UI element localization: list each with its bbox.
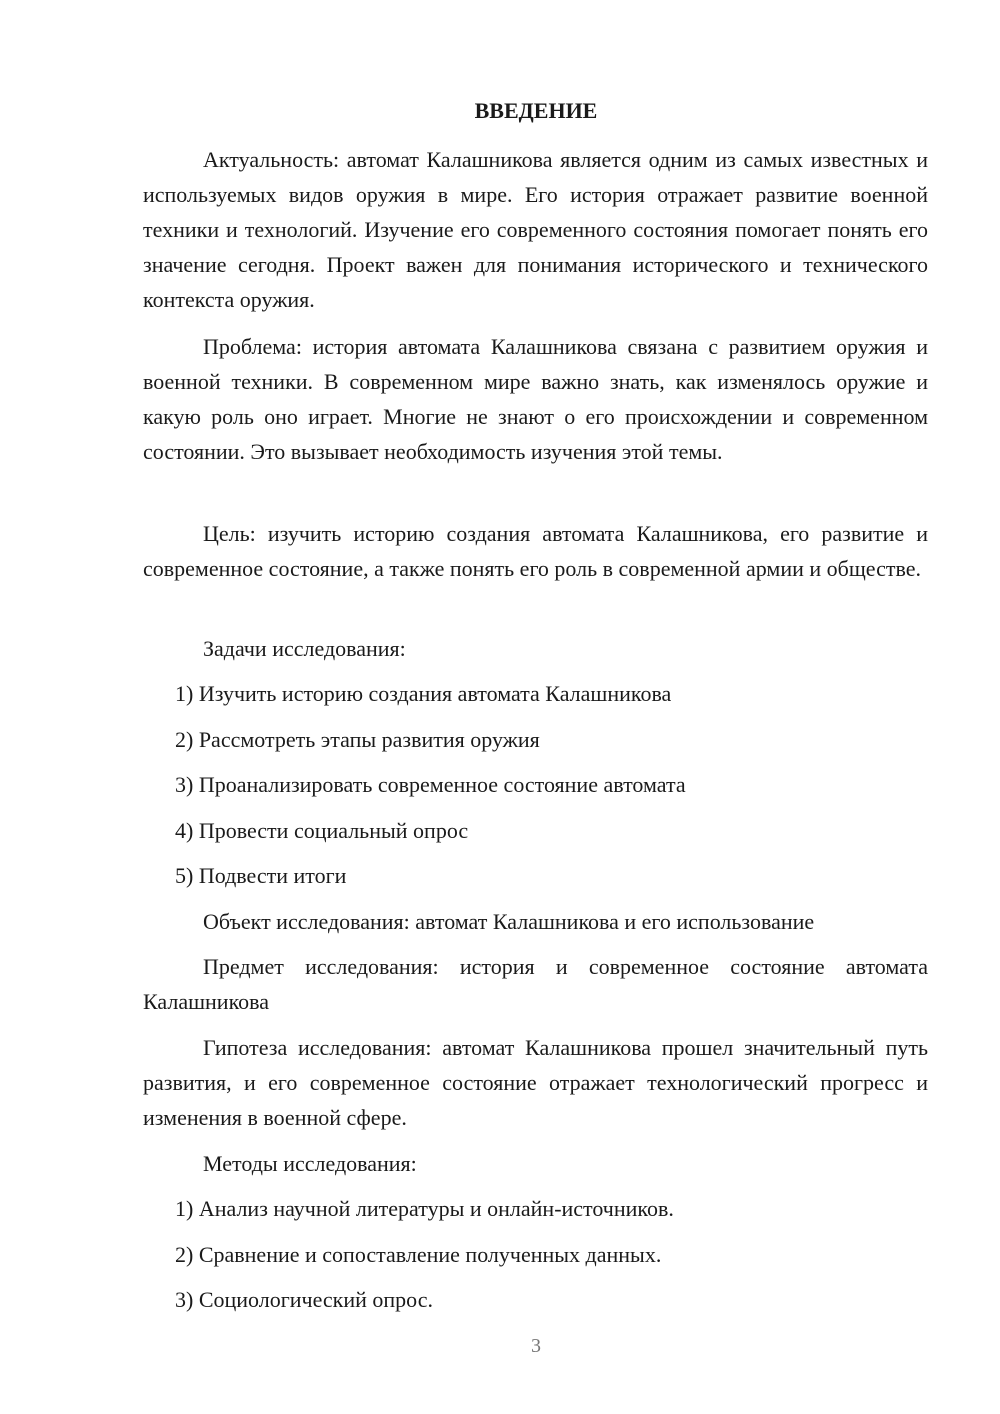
page-number: 3	[531, 1335, 541, 1357]
goal-paragraph: Цель: изучить историю создания автомата Калашникова, его развитие и современное состояние, а также понять его роль в современной армии и обществе.	[143, 521, 928, 581]
methods-heading: Методы исследования:	[203, 1151, 417, 1176]
method-item: 3) Социологический опрос.	[175, 1287, 433, 1312]
research-subject: Предмет исследования: история и современное состояние автомата Калашникова	[143, 954, 928, 1014]
method-item: 2) Сравнение и сопоставление полученных данных.	[175, 1242, 662, 1267]
tasks-heading: Задачи исследования:	[203, 636, 406, 661]
task-item: 1) Изучить историю создания автомата Калашникова	[175, 681, 672, 706]
relevance-paragraph: Актуальность: автомат Калашникова является одним из самых известных и используемых видов оружия в мире. Его история отражает развитие военной техники и технологий. Изучение его современного состояния помогает понять его значение сегодня. Проект важен для понимания исторического и технического контекста оружия.	[143, 147, 928, 312]
problem-paragraph: Проблема: история автомата Калашникова связана с развитием оружия и военной техники. В современном мире важно знать, как изменялось оружие и какую роль оно играет. Многие не знают о его происхождении и современном состоянии. Это вызывает необходимость изучения этой темы.	[143, 334, 928, 464]
task-item: 4) Провести социальный опрос	[175, 818, 469, 843]
research-object: Объект исследования: автомат Калашникова и его использование	[203, 909, 815, 934]
task-item: 5) Подвести итоги	[175, 863, 347, 888]
method-item: 1) Анализ научной литературы и онлайн-источников.	[175, 1196, 674, 1221]
research-hypothesis: Гипотеза исследования: автомат Калашникова прошел значительный путь развития, и его современное состояние отражает технологический прогресс и изменения в военной сфере.	[143, 1035, 928, 1130]
task-item: 3) Проанализировать современное состояние автомата	[175, 772, 686, 797]
section-title: ВВЕДЕНИЕ	[474, 98, 598, 123]
task-item: 2) Рассмотреть этапы развития оружия	[175, 727, 540, 752]
